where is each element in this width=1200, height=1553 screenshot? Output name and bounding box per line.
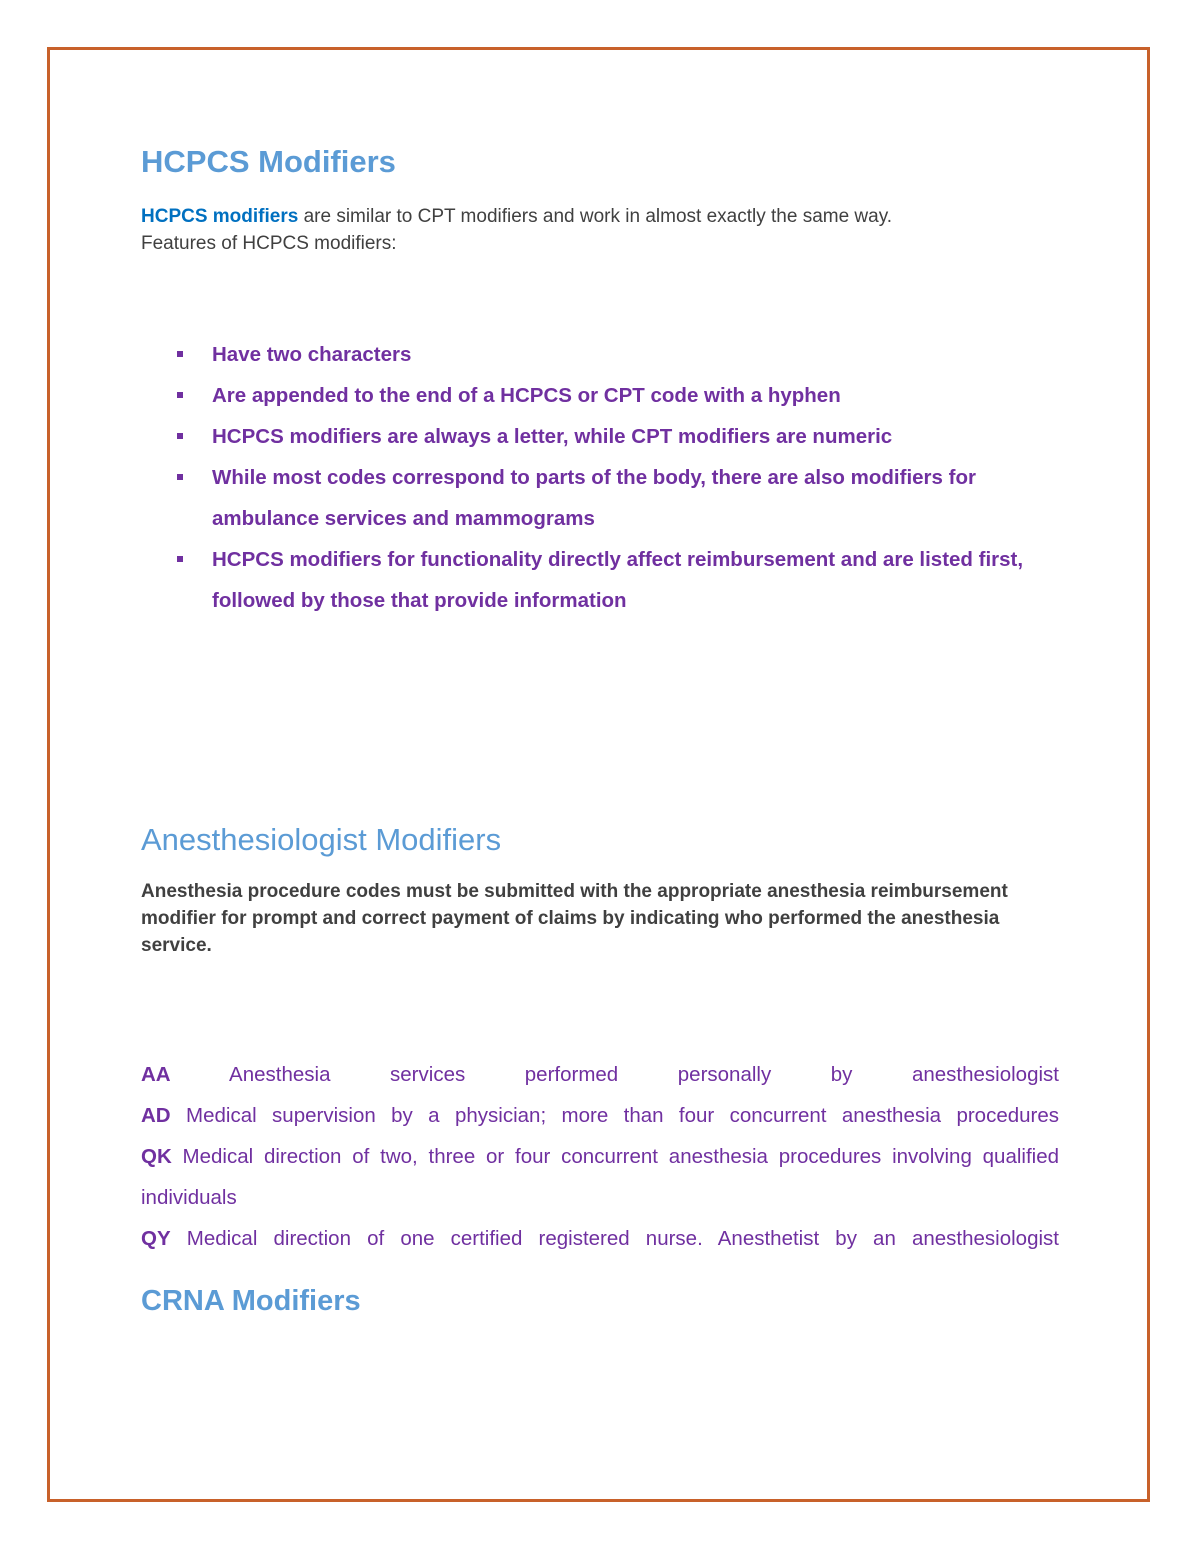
code-text: Medical direction of one certified registered nurse. Anesthetist by an anesthesiologist: [186, 1227, 1059, 1250]
bullet-square-icon: [177, 556, 183, 562]
page-border: [47, 47, 1150, 1502]
code-text: Medical supervision by a physician; more than four concurrent anesthesia procedures: [186, 1104, 1060, 1127]
anesthesiologist-heading: Anesthesiologist Modifiers: [141, 822, 502, 857]
code-row-qk: [141, 1136, 1059, 1218]
hcpcs-intro-highlight: HCPCS modifiers: [141, 206, 299, 227]
bullet-square-icon: [177, 351, 183, 357]
hcpcs-intro: [141, 203, 1061, 257]
code-text: Medical direction of two, three or four concurrent anesthesia procedures involving qualified individuals: [141, 1145, 1059, 1209]
code-label: AA: [141, 1063, 171, 1086]
bullet-square-icon: [177, 392, 183, 398]
list-item: Have two characters: [171, 334, 1071, 375]
code-label: QY: [141, 1227, 171, 1250]
code-row-ad: [141, 1095, 1059, 1136]
hcpcs-heading: HCPCS Modifiers: [141, 144, 396, 179]
list-item: HCPCS modifiers for functionality directly affect reimbursement and are listed first, followed by those that provide information: [171, 539, 1071, 621]
code-text: Anesthesia services performed personally by anesthesiologist: [229, 1063, 1059, 1086]
anesthesiologist-description: Anesthesia procedure codes must be submitted with the appropriate anesthesia reimbursement modifier for prompt and correct payment of claims by indicating who performed the anesthesia service.: [141, 881, 1008, 956]
code-label: QK: [141, 1145, 172, 1168]
hcpcs-features-list: [171, 334, 1071, 621]
list-item: Are appended to the end of a HCPCS or CPT code with a hyphen: [171, 375, 1071, 416]
bullet-square-icon: [177, 433, 183, 439]
list-item: While most codes correspond to parts of the body, there are also modifiers for ambulance services and mammograms: [171, 457, 1071, 539]
code-label: AD: [141, 1104, 171, 1127]
list-item: HCPCS modifiers are always a letter, while CPT modifiers are numeric: [171, 416, 1071, 457]
hcpcs-intro-rest: are similar to CPT modifiers and work in almost exactly the same way.: [298, 206, 893, 227]
bullet-square-icon: [177, 474, 183, 480]
crna-heading: CRNA Modifiers: [141, 1285, 361, 1317]
code-row-qy: [141, 1218, 1059, 1259]
hcpcs-intro-line2: Features of HCPCS modifiers:: [141, 233, 397, 254]
anesthesiologist-codes: [141, 1054, 1059, 1259]
code-row-aa: [141, 1054, 1059, 1095]
